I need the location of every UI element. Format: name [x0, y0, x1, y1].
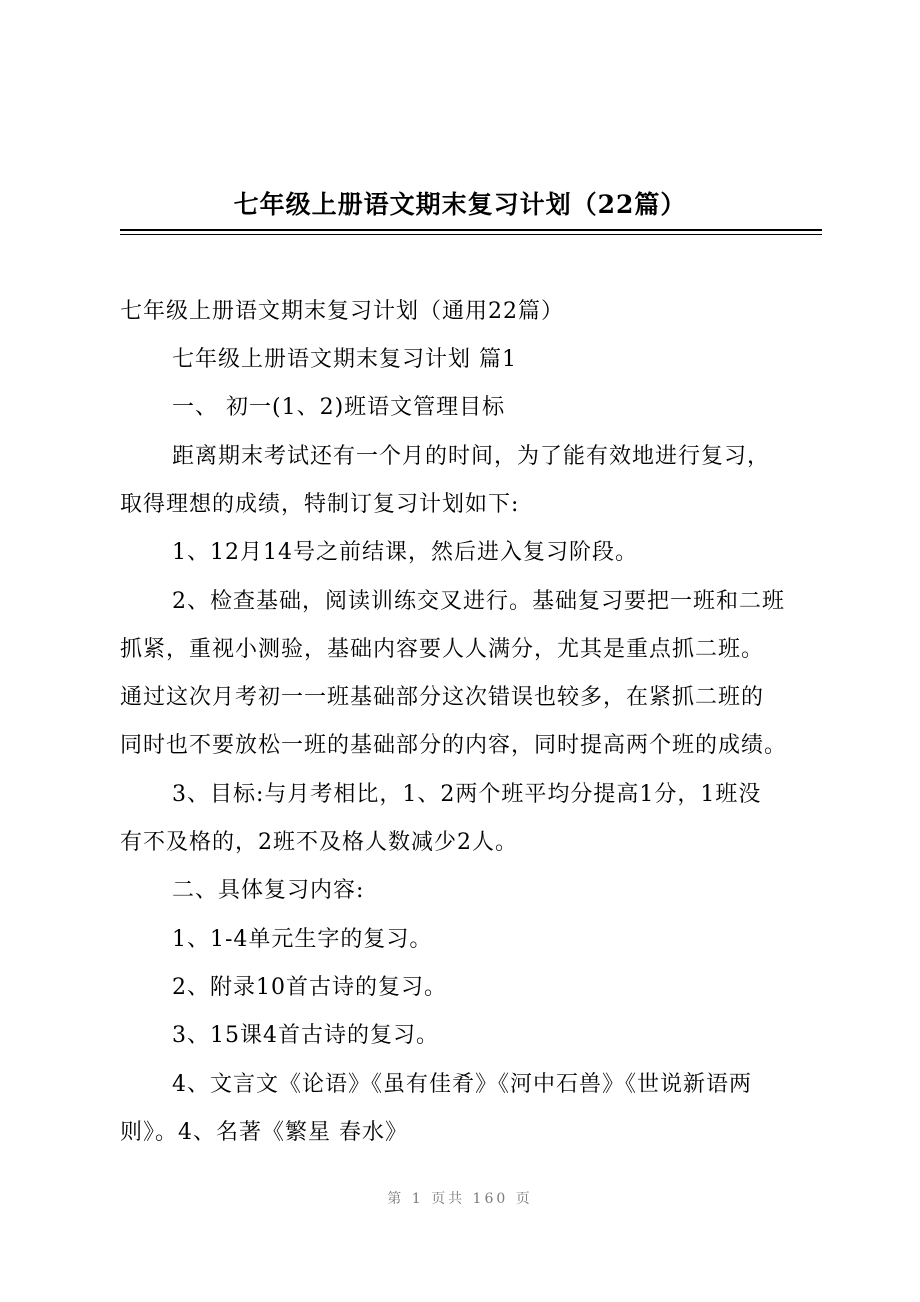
paragraph-line: 抓紧，重视小测验，基础内容要人人满分，尤其是重点抓二班。 — [120, 637, 765, 662]
paragraph-line: 2、检查基础，阅读训练交叉进行。基础复习要把一班和二班 — [172, 589, 785, 614]
doc-subtitle: 七年级上册语文期末复习计划（通用22篇） — [120, 299, 564, 324]
section-heading: 七年级上册语文期末复习计划 篇1 — [172, 347, 517, 372]
title-rule-thick — [120, 229, 822, 231]
paragraph-line: 1、12月14号之前结课，然后进入复习阶段。 — [172, 540, 638, 565]
list-item: 3、15课4首古诗的复习。 — [172, 1023, 439, 1048]
paragraph-line: 3、目标:与月考相比，1、2两个班平均分提高1分，1班没 — [172, 782, 762, 807]
paragraph-line: 有不及格的，2班不及格人数减少2人。 — [120, 830, 518, 855]
section-heading: 一、 初一(1、2)班语文管理目标 — [172, 395, 506, 420]
list-item: 2、附录10首古诗的复习。 — [172, 975, 447, 1000]
paragraph-line: 通过这次月考初一一班基础部分这次错误也较多，在紧抓二班的 — [120, 685, 765, 710]
paragraph-line: 取得理想的成绩，特制订复习计划如下: — [120, 492, 520, 517]
list-item: 1、1-4单元生字的复习。 — [172, 927, 433, 952]
list-item: 4、文言文《论语》《虽有佳肴》《河中石兽》《世说新语两 — [172, 1072, 752, 1097]
title-rule-thin — [120, 234, 822, 235]
section-heading: 二、具体复习内容: — [172, 878, 365, 903]
paragraph-line: 同时也不要放松一班的基础部分的内容，同时提高两个班的成绩。 — [120, 733, 788, 758]
page-footer: 第 1 页共 160 页 — [387, 1191, 533, 1207]
paragraph-line: 距离期末考试还有一个月的时间，为了能有效地进行复习， — [172, 444, 771, 469]
list-item: 则》。4、名著《繁星 春水》 — [120, 1120, 408, 1145]
document-title: 七年级上册语文期末复习计划（22篇） — [233, 190, 687, 219]
